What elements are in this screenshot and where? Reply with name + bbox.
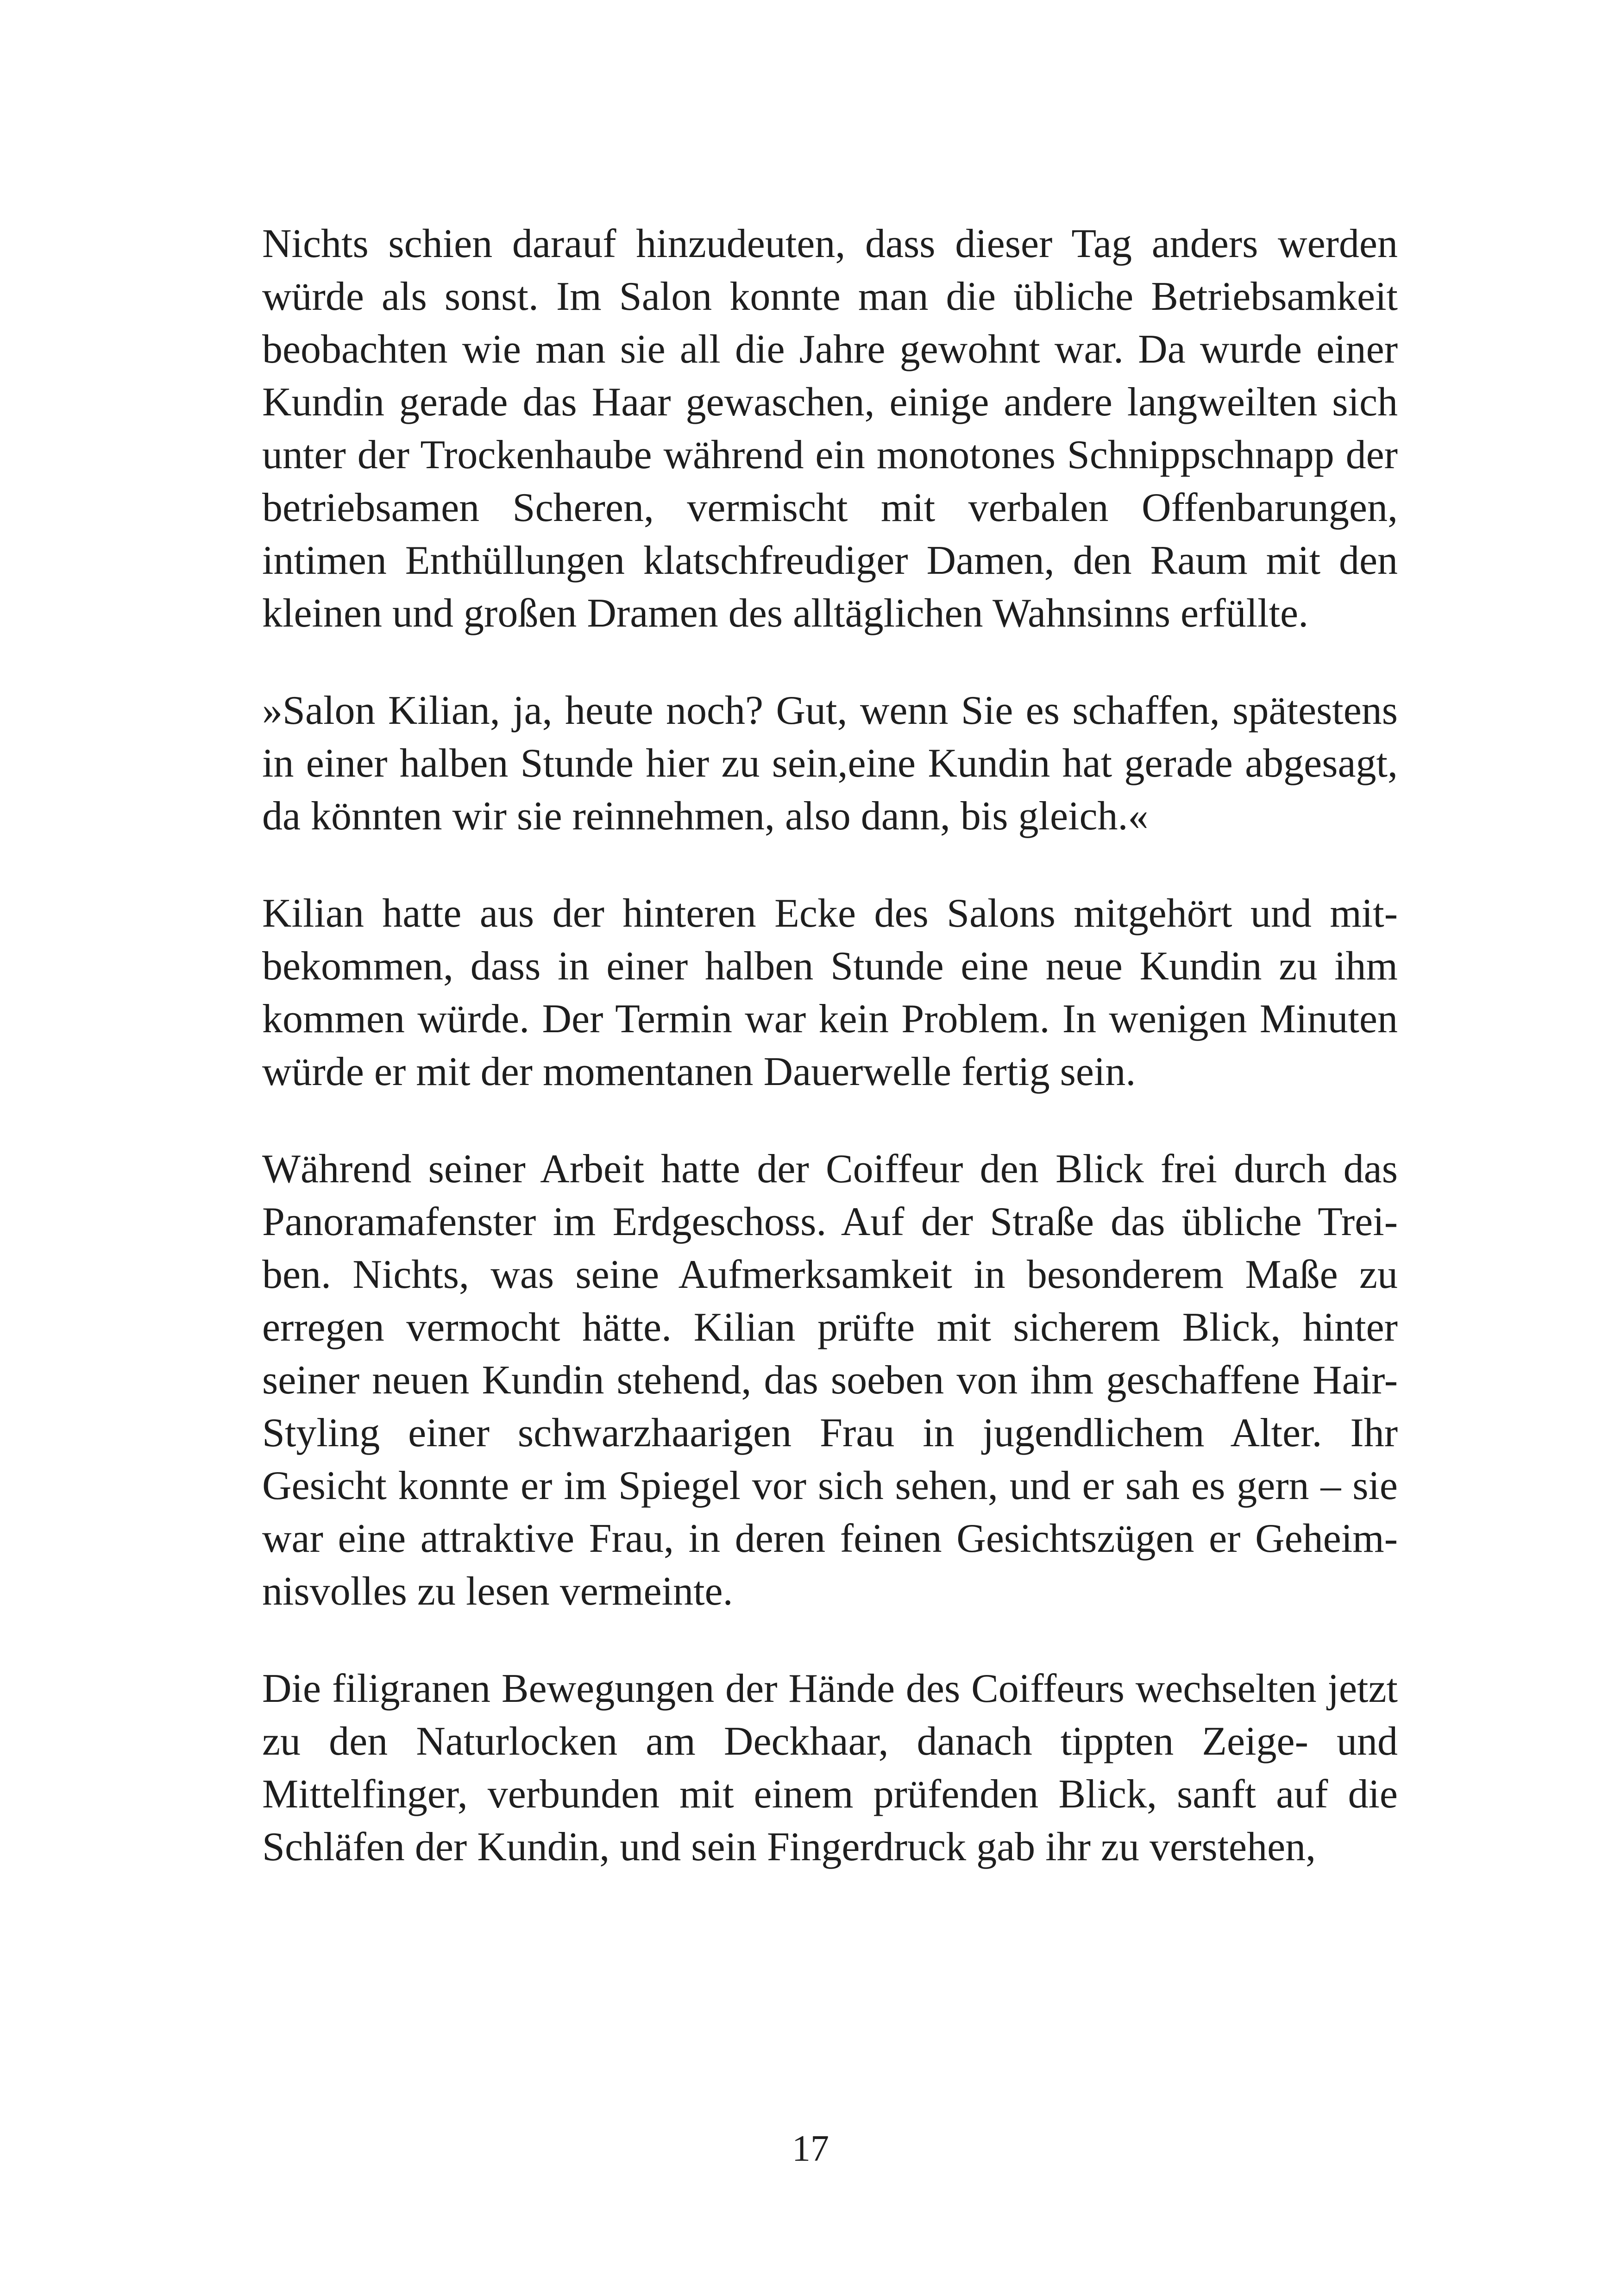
paragraph-2: »Salon Kilian, ja, heute noch? Gut, wenn Sie es schaffen, spätestens in einer halben Stunde hier zu sein,eine Kundin hat gerade abgesagt, da könnten wir sie reinnehmen, also dann, bis gleich.« (262, 688, 1398, 839)
body-text (262, 218, 1398, 1874)
paragraph-4: Während seiner Arbeit hatte der Coiffeur den Blick frei durch das Panoramafenster im Erdgeschoss. Auf der Straße das übliche Treiben. Nichts, was seine Aufmerksamkeit in besonderem Maße zu erregen vermocht hätte. Kilian prüfte mit sicherem Blick, hinter seiner neuen Kundin stehend, das soeben von ihm geschaffene Hair-Styling einer schwarzhaarigen Frau in jugendlichem Alter. Ihr Gesicht konnte er im Spiegel vor sich sehen, und er sah es gern – sie war eine attraktive Frau, in deren feinen Gesichtszügen er Geheimnisvolles zu lesen vermeinte. (262, 1147, 1398, 1614)
page-number: 17 (792, 2128, 829, 2169)
paragraph-3: Kilian hatte aus der hinteren Ecke des Salons mitgehört und mitbekommen, dass in einer halben Stunde eine neue Kundin zu ihm kommen würde. Der Termin war kein Problem. In wenigen Minuten würde er mit der momentanen Dauerwelle fertig sein. (262, 891, 1398, 1094)
paragraph-5: Die filigranen Bewegungen der Hände des Coiffeurs wechselten jetzt zu den Naturlocken am Deckhaar, danach tippten Zeige- und Mittelfinger, verbunden mit einem prüfenden Blick, sanft auf die Schläfen der Kundin, und sein Fingerdruck gab ihr zu verstehen, (262, 1666, 1398, 1869)
paragraph-1: Nichts schien darauf hinzudeuten, dass dieser Tag anders werden würde als sonst. Im Salon konnte man die übliche Betriebsamkeit beobachten wie man sie all die Jahre gewohnt war. Da wurde einer Kundin gerade das Haar gewaschen, einige andere langweilten sich unter der Trockenhaube während ein monotones Schnippschnapp der betriebsamen Scheren, vermischt mit verbalen Offenbarungen, intimen Enthüllungen klatschfreudiger Damen, den Raum mit den kleinen und großen Dramen des alltäglichen Wahnsinns erfüllte. (262, 221, 1398, 636)
